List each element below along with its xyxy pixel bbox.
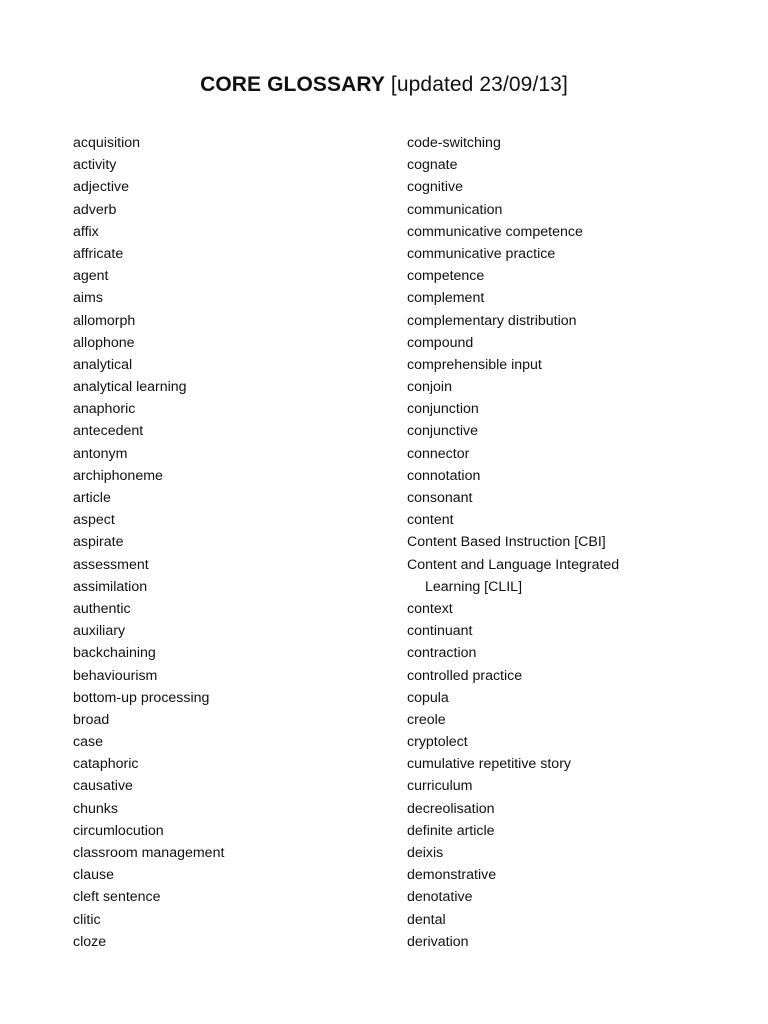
glossary-term: Content Based Instruction [CBI] — [407, 534, 606, 551]
glossary-term: context — [407, 600, 453, 617]
glossary-term: derivation — [407, 933, 469, 950]
glossary-term: competence — [407, 268, 485, 285]
glossary-term: agent — [73, 268, 109, 285]
glossary-term: communicative competence — [407, 223, 583, 240]
glossary-term: curriculum — [407, 778, 473, 795]
glossary-term: dental — [407, 911, 446, 928]
glossary-column-right — [407, 132, 747, 953]
glossary-term: analytical — [73, 356, 133, 373]
glossary-term: decreolisation — [407, 800, 495, 817]
glossary-term: affix — [73, 223, 99, 240]
glossary-term: consonant — [407, 490, 473, 506]
glossary-term: acquisition — [73, 135, 141, 151]
glossary-term: analytical learning — [73, 379, 187, 396]
glossary-term: adjective — [73, 179, 129, 196]
glossary-term: assimilation — [73, 578, 148, 595]
glossary-term: complement — [407, 290, 485, 307]
glossary-term: article — [73, 490, 111, 506]
glossary-term: activity — [73, 157, 117, 174]
glossary-term: classroom management — [73, 845, 225, 861]
glossary-term: clitic — [73, 911, 101, 928]
glossary-term: archiphoneme — [73, 467, 163, 484]
glossary-term: allomorph — [73, 312, 136, 329]
glossary-term: anaphoric — [73, 401, 136, 418]
glossary-term: authentic — [73, 600, 131, 617]
glossary-term: Learning [CLIL] — [425, 578, 523, 595]
glossary-term: cleft sentence — [73, 889, 161, 906]
glossary-term: copula — [407, 689, 449, 706]
glossary-term: circumlocution — [73, 822, 164, 839]
page-title — [0, 71, 768, 99]
glossary-term: behaviourism — [73, 667, 158, 684]
glossary-term: connector — [407, 445, 470, 462]
glossary-term: cumulative repetitive story — [407, 756, 572, 773]
glossary-term: bottom-up processing — [73, 689, 210, 706]
glossary-term: definite article — [407, 822, 495, 839]
glossary-term: case — [73, 734, 103, 751]
glossary-term: cloze — [73, 933, 107, 950]
glossary-term: compound — [407, 334, 474, 351]
glossary-term: backchaining — [73, 645, 156, 662]
glossary-term: deixis — [407, 845, 444, 861]
glossary-term: cataphoric — [73, 756, 139, 773]
glossary-term: chunks — [73, 800, 118, 817]
glossary-term: conjunction — [407, 401, 479, 418]
glossary-term: affricate — [73, 245, 124, 262]
glossary-term: broad — [73, 711, 110, 728]
glossary-term: Content and Language Integrated — [407, 556, 620, 573]
glossary-term: clause — [73, 867, 115, 884]
glossary-term: cognate — [407, 157, 458, 174]
glossary-term: causative — [73, 778, 133, 795]
glossary-term: allophone — [73, 334, 135, 351]
glossary-term: antecedent — [73, 423, 144, 440]
glossary-term: antonym — [73, 445, 128, 462]
glossary-term: communicative practice — [407, 245, 556, 262]
glossary-term: denotative — [407, 889, 473, 906]
glossary-term: comprehensible input — [407, 356, 542, 373]
glossary-term: conjunctive — [407, 423, 478, 440]
glossary-column-left — [73, 132, 373, 953]
glossary-term: continuant — [407, 623, 473, 640]
glossary-term: adverb — [73, 201, 117, 218]
glossary-term: assessment — [73, 556, 149, 573]
glossary-term: communication — [407, 201, 503, 218]
glossary-term: controlled practice — [407, 667, 523, 684]
title-main: CORE GLOSSARY — [200, 73, 385, 96]
glossary-term: auxiliary — [73, 623, 126, 640]
glossary-term: cognitive — [407, 179, 463, 196]
glossary-term: aims — [73, 290, 103, 307]
glossary-term: content — [407, 512, 454, 529]
glossary-term: creole — [407, 711, 446, 728]
glossary-term: conjoin — [407, 379, 452, 396]
title-date: [updated 23/09/13] — [390, 73, 568, 96]
glossary-term: cryptolect — [407, 734, 468, 751]
glossary-term: aspirate — [73, 534, 124, 551]
glossary-term: code-switching — [407, 135, 501, 151]
glossary-term: connotation — [407, 467, 481, 484]
glossary-term: complementary distribution — [407, 312, 577, 329]
glossary-term: contraction — [407, 645, 477, 662]
glossary-term: aspect — [73, 512, 115, 529]
glossary-term: demonstrative — [407, 867, 497, 884]
